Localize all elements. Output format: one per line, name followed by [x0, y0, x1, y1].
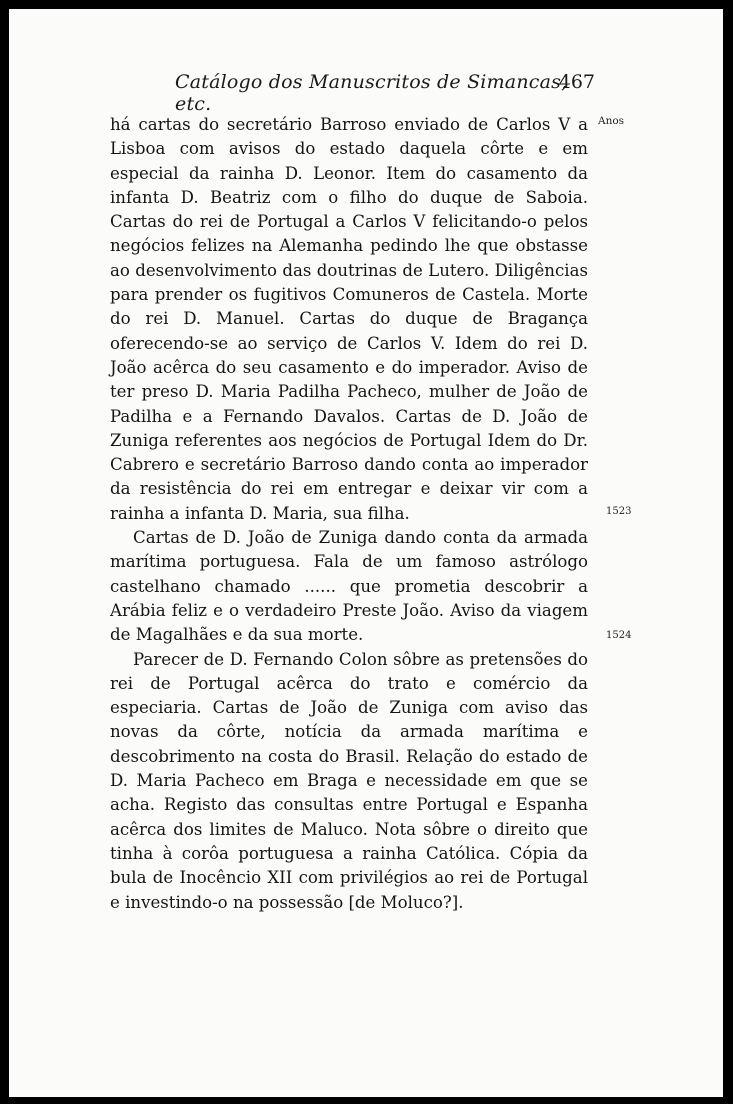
document-page	[9, 9, 723, 1097]
body-text	[110, 113, 588, 915]
running-header	[175, 71, 605, 115]
margin-note-anos: Anos	[598, 115, 625, 127]
page-number: 467	[558, 71, 595, 93]
paragraph-2: Cartas de D. João de Zuniga dando conta da armada marítima portuguesa. Fala de um famoso astrólogo castelhano chamado ...... que prometia descobrir a Arábia feliz e o verdadeiro Preste João. Aviso da viagem de Magalhães e da sua morte.	[110, 528, 588, 645]
margin-note-1524: 1524	[606, 630, 632, 641]
running-title: Catálogo dos Manuscritos de Simancas, etc.	[175, 71, 568, 115]
margin-note-1523: 1523	[606, 506, 632, 517]
paragraph-3: Parecer de D. Fernando Colon sôbre as pretensões do rei de Portugal acêrca do trato e comércio da especiaria. Cartas de João de Zuniga com aviso das novas da côrte, notícia da armada marítima e descobrimento na costa do Brasil. Relação do estado de D. Maria Pacheco em Braga e necessidade em que se acha. Registo das consultas entre Portugal e Espanha acêrca dos limites de Maluco. Nota sôbre o direito que tinha à corôa portuguesa a rainha Católica. Cópia da bula de Inocêncio XII com privilégios ao rei de Portugal e investindo-o na possessão [de Moluco?].	[110, 649, 588, 912]
paragraph-1: há cartas do secretário Barroso enviado de Carlos V a Lisboa com avisos do estado daquela côrte e em especial da rainha D. Leonor. Item do casamento da infanta D. Beatriz com o filho do duque de Saboia. Cartas do rei de Portugal a Carlos V felicitando-o pelos negócios felizes na Alemanha pedindo lhe que obstasse ao desenvolvimento das doutrinas de Lutero. Diligências para prender os fugitivos Comuneros de Castela. Morte do rei D. Manuel. Cartas do duque de Bragança oferecendo-se ao serviço de Carlos V. Idem do rei D. João acêrca do seu casamento e do imperador. Aviso de ter preso D. Maria Padilha Pacheco, mulher de João de Padilha e a Fernando Davalos. Cartas de D. João de Zuniga referentes aos negócios de Portugal Idem do Dr. Cabrero e secretário Barroso dando conta ao imperador da resistência do rei em entregar e deixar vir com a rainha a infanta D. Maria, sua filha.	[110, 115, 588, 523]
